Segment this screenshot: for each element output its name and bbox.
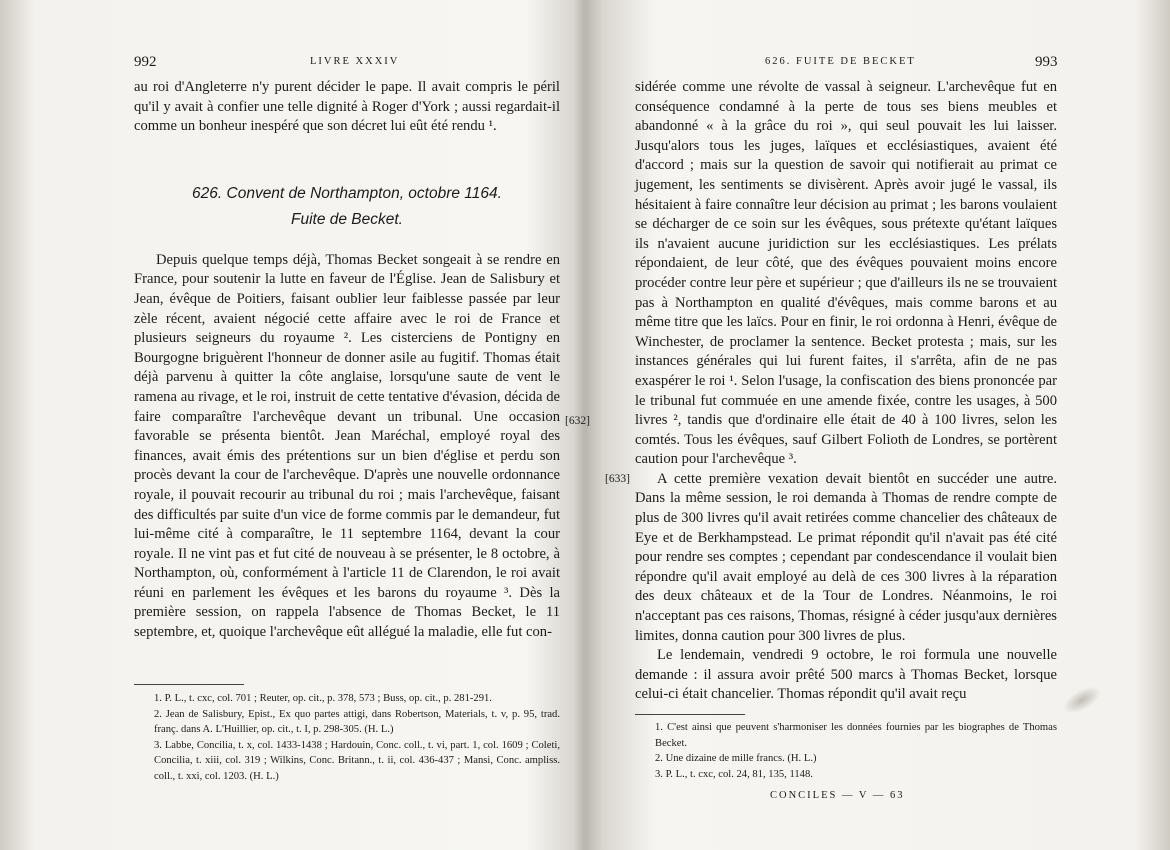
right-page xyxy=(585,0,1170,850)
intro-paragraph: au roi d'Angleterre n'y purent décider le pape. Il avait compris le péril qu'il y avait à confier une telle dignité à Roger d'York ; aussi regardait-il comme un bonheur inespéré que son décret lui eût été rendu ¹. xyxy=(134,79,560,135)
footnote-rule xyxy=(134,684,244,685)
footnote-2: 2. Jean de Salisbury, Epist., Ex quo partes attigi, dans Robertson, Materials, t. v, p. 95, trad. franç. dans A. L'Huillier, op. cit., t. I, p. 298-305. (H. L.) xyxy=(154,708,560,735)
left-text-column xyxy=(134,78,560,643)
margin-reference-632: [632] xyxy=(565,415,590,427)
margin-reference-633: [633] xyxy=(605,473,630,485)
footnote-1: 1. C'est ainsi que peuvent s'harmoniser les données fournies par les biographes de Thomas Becket. xyxy=(655,722,1057,749)
ink-smudge xyxy=(1059,681,1105,719)
right-page-number: 993 xyxy=(1035,54,1058,70)
right-text-column xyxy=(635,78,1057,705)
right-paragraph-3: Le lendemain, vendredi 9 octobre, le roi formula une nouvelle demande : il assura avoir prêté 500 marcs à Thomas Becket, lorsque celui-ci était chancelier. Thomas répondit qu'il avait reçu xyxy=(635,647,1057,703)
right-paragraph-1: sidérée comme une révolte de vassal à seigneur. L'archevêque fut en conséquence condamné à la perte de tous ses biens meubles et abandonné « à la grâce du roi », qui seul pouvait les lui laisser. Jusqu'alors tous les juges, laïques et ecclésiastiques, avaient été d'accord ; mais sur la question de savoir qui notifierait au primat ce jugement, les sentiments se divisèrent. Après avoir jugé le vassal, ils hésitaient à faire connaître leur décision au primat ; les barons voulaient se décharger de ce soin sur les évêques, sous prétexte qu'étant laïques ils n'avaient aucune juridiction sur les ecclésiastiques. Les prélats répondaient, de leur côté, que des évêques pouvaient moins encore procéder contre leur père et supérieur ; que d'ailleurs ils ne se trouvaient pas à Northampton en qualité d'évêques, mais comme barons et au même titre que les laïcs. Pour en finir, le roi ordonna à Henri, évêque de Winchester, de proclamer la sentence. Becket protesta ; mais, sur les instances générales qui lui furent faites, il s'arrêta, afin de ne pas exaspérer le roi ¹. Selon l'usage, la confiscation des biens prononcée par le tribunal fut commuée en une amende fixée, contre les usages, à 500 livres ², tandis que d'ordinaire elle était de 40 à 100 livres, selon les comtés. Tous les évêques, sauf Gilbert Folioth de Londres, se portèrent caution pour l'archevêque ³. xyxy=(635,79,1057,468)
right-running-head: 626. FUITE DE BECKET xyxy=(765,56,916,67)
section-heading xyxy=(134,181,560,233)
footnote-rule xyxy=(635,714,745,715)
section-heading-line2: Fuite de Becket. xyxy=(290,210,403,228)
footnote-3: 3. Labbe, Concilia, t. x, col. 1433-1438 ; Hardouin, Conc. coll., t. vi, part. 1, col. 1609 ; Coleti, Concilia, t. xiii, col. 319 ; Wilkins, Conc. Britann., t. ii, col. 436-437 ; Mansi, Conc. ampliss. coll., t. xxi, col. 1203. (H. L.) xyxy=(154,739,560,782)
footnote-2: 2. Une dizaine de mille francs. (H. L.) xyxy=(655,753,817,764)
body-paragraph: Depuis quelque temps déjà, Thomas Becket songeait à se rendre en France, pour soutenir la lutte en faveur de l'Église. Jean de Salisbury et Jean, évêque de Poitiers, faisant oublier leur faiblesse passée par leur zèle récent, avaient négocié cette affaire avec le roi de France et plusieurs seigneurs du royaume ². Les cisterciens de Pontigny en Bourgogne briguèrent l'honneur de donner asile au fugitif. Thomas était déjà parvenu à quitter la côte anglaise, lorsqu'une saute de vent le ramena au rivage, et le roi, instruit de cette tentative d'évasion, décida de faire comparaître l'archevêque devant un tribunal. Une occasion favorable se présenta bientôt. Jean Maréchal, employé royal des finances, avait émis des prétentions sur un bien d'église et perdu son procès devant la cour de l'archevêque. D'après une nouvelle ordonnance royale, il pouvait recourir au tribunal du roi ; mais l'archevêque, faisant des difficultés par suite d'un vice de forme commis par le demandeur, fut lui-même cité à comparaître, le 11 septembre 1164, devant la cour royale. Il ne vint pas et fut cité de nouveau à se présenter, le 8 octobre, à Northampton, où, conformément à l'article 11 de Clarendon, le roi avait réuni en parlement les évêques et les barons du royaume ³. Dès la première session, on rappela l'absence de Thomas Becket, le 11 septembre, et, quoique l'archevêque eût allégué la maladie, elle fut con- xyxy=(134,251,560,641)
footnote-1: 1. P. L., t. cxc, col. 701 ; Reuter, op. cit., p. 378, 573 ; Buss, op. cit., p. 281-291. xyxy=(154,693,492,704)
footnote-3: 3. P. L., t. cxc, col. 24, 81, 135, 1148. xyxy=(655,768,813,780)
left-page-number: 992 xyxy=(134,54,157,70)
left-footnotes xyxy=(134,691,560,784)
signature-mark: CONCILES — V — 63 xyxy=(770,790,905,801)
right-paragraph-2: A cette première vexation devait bientôt en succéder une autre. Dans la même session, le roi demanda à Thomas de rendre compte de plus de 300 livres qu'il avait retirées comme chancelier des châteaux de Eye et de Berkhampstead. Le primat répondit qu'il n'avait pas été cité pour rendre ses comptes ; cependant par condescendance il voulait bien répondre qu'il avait employé au delà de ces 300 livres à la réparation des deux châteaux et de la Tour de Londres. Néanmoins, le roi n'acceptant pas ces raisons, Thomas, résigné à céder jusqu'aux dernières limites, donna caution pour 300 livres de plus. xyxy=(635,470,1057,644)
left-running-head: LIVRE XXXIV xyxy=(310,56,400,67)
section-heading-line1: 626. Convent de Northampton, octobre 1164. xyxy=(192,184,502,202)
right-footnotes xyxy=(635,720,1057,782)
